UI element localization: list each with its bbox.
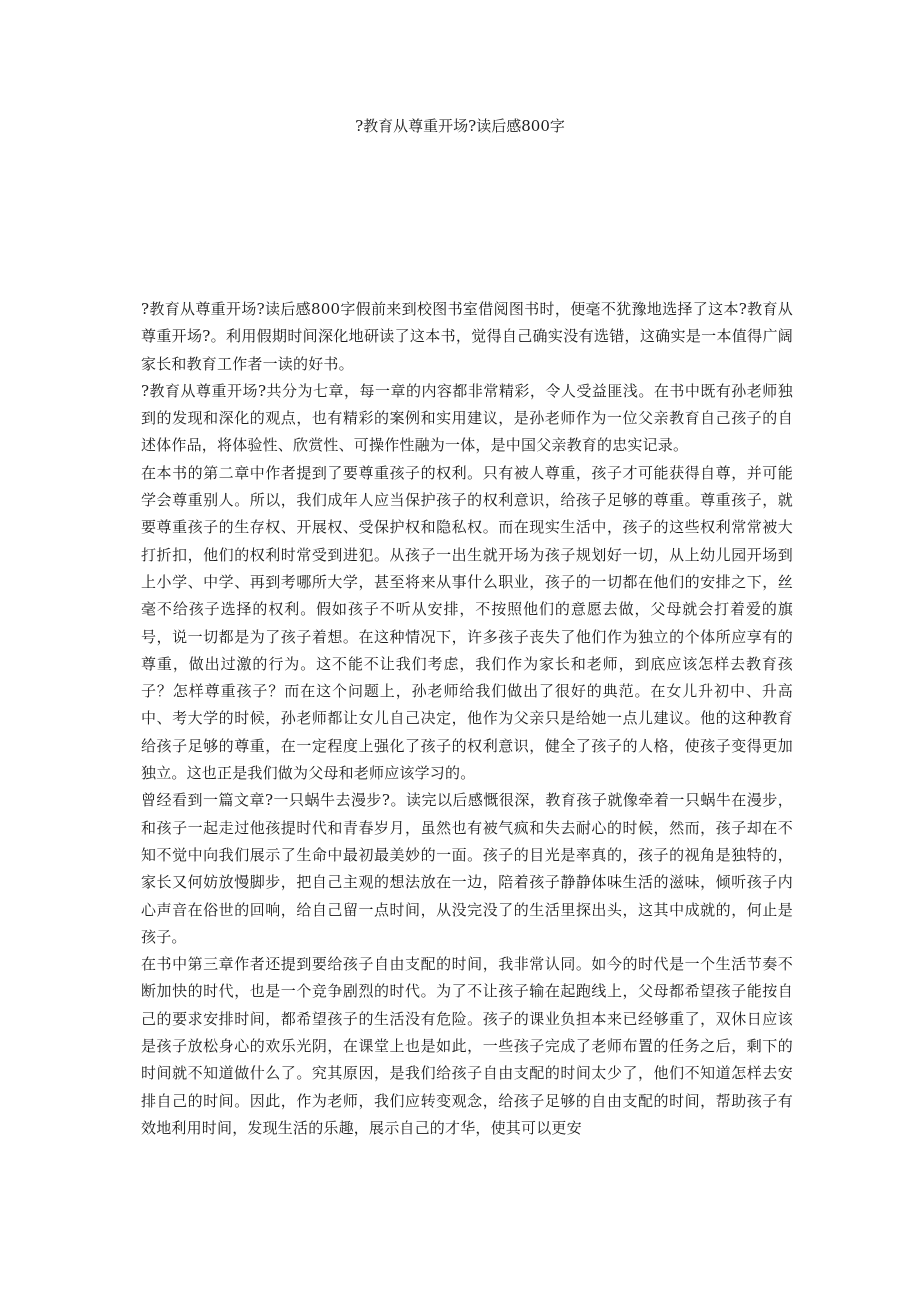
paragraph-5: 在书中第三章作者还提到要给孩子自由支配的时间，我非常认同。如今的时代是一个生活节奏不断加快的时代，也是一个竞争剧烈的时代。为了不让孩子输在起跑线上，父母都希望孩子能按自己的要求安排时间，都希望孩子的生活没有危险。孩子的课业负担本来已经够重了，双休日应该是孩子放松身心的欢乐光阴，在课堂上也是如此，一些孩子完成了老师布置的任务之后，剩下的时间就不知道做什么了。究其原因，是我们给孩子自由支配的时间太少了，他们不知道怎样去安排自己的时间。因此，作为老师，我们应转变观念，给孩子足够的自由支配的时间，帮助孩子有效地利用时间，发现生活的乐趣，展示自己的才华，使其可以更安 [141,955,793,1137]
paragraph-2: ?教育从尊重开场?共分为七章，每一章的内容都非常精彩，令人受益匪浅。在书中既有孙老师独到的发现和深化的观点，也有精彩的案例和实用建议，是孙老师作为一位父亲教育自己孩子的自述体作品，将体验性、欣赏性、可操作性融为一体，是中国父亲教育的忠实记录。 [141,381,793,455]
document-body [141,296,793,1142]
paragraph-1: ?教育从尊重开场?读后感800字假前来到校图书室借阅图书时，便毫不犹豫地选择了这本?教育从尊重开场?。利用假期时间深化地研读了这本书，觉得自己确实没有选错，这确实是一本值得广阔家长和教育工作者一读的好书。 [141,300,793,373]
paragraph-3: 在本书的第二章中作者提到了要尊重孩子的权利。只有被人尊重，孩子才可能获得自尊，并可能学会尊重别人。所以，我们成年人应当保护孩子的权利意识，给孩子足够的尊重。尊重孩子，就要尊重孩子的生存权、开展权、受保护权和隐私权。而在现实生活中，孩子的这些权利常常被大打折扣，他们的权利时常受到进犯。从孩子一出生就开场为孩子规划好一切，从上幼儿园开场到上小学、中学、再到考哪所大学，甚至将来从事什么职业，孩子的一切都在他们的安排之下，丝毫不给孩子选择的权利。假如孩子不听从安排，不按照他们的意愿去做，父母就会打着爱的旗号，说一切都是为了孩子着想。在这种情况下，许多孩子丧失了他们作为独立的个体所应享有的尊重，做出过激的行为。这不能不让我们考虑，我们作为家长和老师，到底应该怎样去教育孩子？怎样尊重孩子？而在这个问题上，孙老师给我们做出了很好的典范。在女儿升初中、升高中、考大学的时候，孙老师都让女儿自己决定，他作为父亲只是给她一点儿建议。他的这种教育给孩子足够的尊重，在一定程度上强化了孩子的权利意识，健全了孩子的人格，使孩子变得更加独立。这也正是我们做为父母和老师应该学习的。 [141,463,793,783]
paragraph-4: 曾经看到一篇文章?一只蜗牛去漫步?。读完以后感慨很深，教育孩子就像牵着一只蜗牛在漫步，和孩子一起走过他孩提时代和青春岁月，虽然也有被气疯和失去耐心的时候，然而，孩子却在不知不觉中向我们展示了生命中最初最美妙的一面。孩子的目光是率真的，孩子的视角是独特的，家长又何妨放慢脚步，把自己主观的想法放在一边，陪着孩子静静体味生活的滋味，倾听孩子内心声音在俗世的回响，给自己留一点时间，从没完没了的生活里探出头，这其中成就的，何止是孩子。 [141,791,793,946]
document-title: ?教育从尊重开场?读后感800字 [355,117,565,135]
